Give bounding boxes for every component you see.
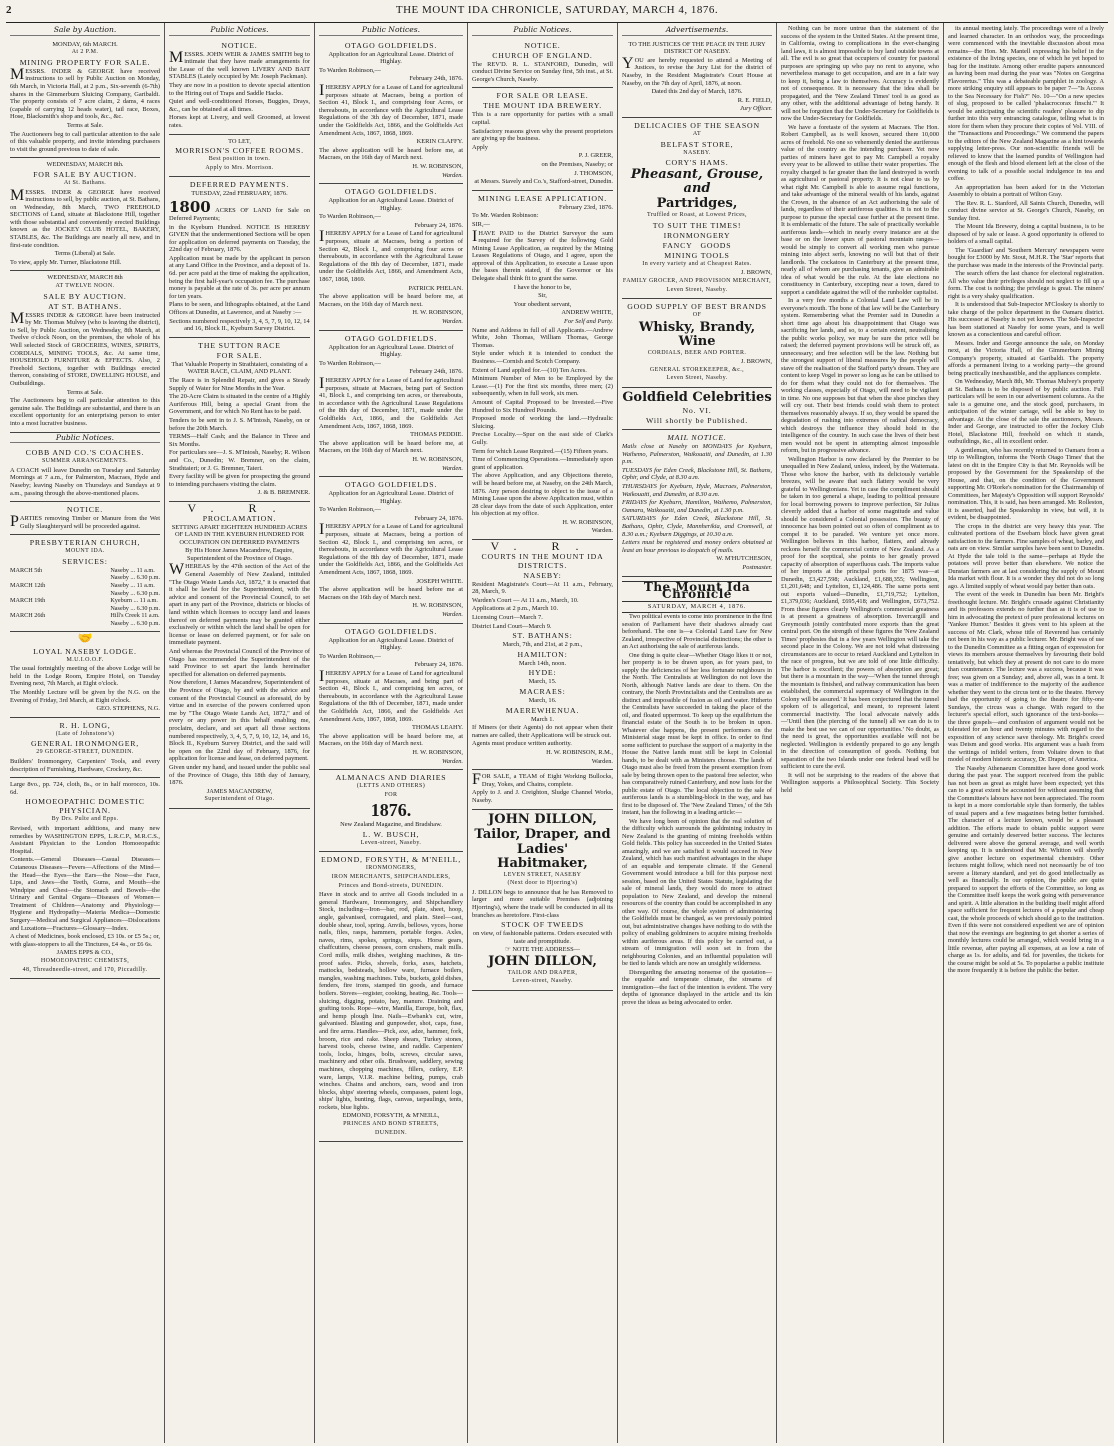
edmond-forsyth-ad: EDMOND, FORSYTH, & M'NEILL, IRONMONGERS, IRON MERCHANTS, SHIPCHANDLERS, Princes and Bond-streets, DUNEDIN. Have in stock and to arrive all Goods included in a general Hardware, Ironmongery, and Shipchandlery Stock, including—Iron—bar, rod, plate, sheet, hoop, angle, galvanised, corrugated, and plain. Steel—cast, double shear, tool, spring. Anvils, bellows, vyces, horse nails, files, rasps, hammers, portable forges. Axles, naves, rims, spokes, springs, steps. Horse gears, chaffcutters, cheese presses, corn crushers, malt mills. Cord mills, milk dishes, weighing machines, & tin-proof safes. Picks, shovels, forks, axes, hatchets, mattocks, bedsteads, hollow ware, furnace boilers, mangles, washing machines. Tubs, buckets, gold dishes, fenders, fire irons, stamped tin goods, and furnace boilers. Stoves—register, cooking, heating, &c. Tools—sluicing, digging, potato, hay, manure. Draining and grafting tools. Rope—wire, Manilla, Europe, bolt, flax, and hemp plough line. Nails—Ewbank's cut, wire, galvanised. Blasting and gunpowder, shot, caps, fuse, and fire arms. Handles—Pick, axe, adze, hammer, fork, broom, rice and rake. Sheep shears, Turkey stones, harvest tools, cheese twine, and raddle. Carpenters' tools, locks, hinges, bolts, screws, circular saws, machinery and other oils. Brushware, saddlery, sewing machines, chopping machines, fillers, cutlery, E.P. ware, lamps, V.I.R. machine belting, pumps, crab winches. Chains and anchors, oars, wood and iron blocks, ships' steering wheels, compasses, patent logs, ships' lights, bunting, flags, canvas, tarpaulings, tents, rockets, blue lights. EDMOND, FORSYTH, & M'NEILL, PRINCES AND BOND STREETS, DUNEDIN. [319, 852, 463, 1142]
paragraph: The Mount Ida Brewery, doing a capital business, is to be disposed of by sale or lease. A good opportunity is offered to holders of a small capital. [948, 223, 1104, 245]
public-notices-heading: Public Notices. [10, 434, 160, 444]
deferred-payments-ad: DEFERRED PAYMENTS. TUESDAY, 22nd FEBRUARY, 1876. 1800 ACRES OF LAND for Sale on Deferred Payments; in the Kyeburn Hundred. NOTICE IS HEREBY GIVEN that the undermentioned Sections will be open for application on deferred payments on Tuesday, the 22nd day of February, 1876. Application must be made by the applicant in person at any Land Office in the Province, and a deposit of 1s. 6d. per acre paid at the time of making the application, being the first half-year's occupation fee. The purchase money is payable at the rate of 3s. per acre per annum for ten years. Plans to be seen, and lithographs obtained, at the Land Offices at Dunedin, at Lawrence, and at Naseby :— Sections numbered respectively 3, 4, 5, 7, 9, 10, 12, 14 and 16, Block II., Kyeburn Survey District. [169, 177, 310, 338]
service-row: MARCH 12th Naseby ... 11 a.m. Naseby ... 6.30 p.m. [10, 582, 160, 597]
paragraph: The Naseby Athenaeum Committee have done good work during the past year. The support received from the public has not been as great as might have been expected; yet this can to a great extent be accounted for without assuming that the Committee's labours have not been appreciated. The room is kept in a more comfortable style than formerly, the tables of usual papers and a few magazines being better furnished. The character of a lecture known, would be a pleasant addition. The efforts made to obtain public support were genuine and certainly deserved better success. The lectures delivered were above the general average, and well worth keeping up. It is understood that Mr. Whitton will shortly give another lecture on experimental chemistry. Other lectures might follow, which need not necessarily be of too severe a literary standard, and yet do good intellectually as well as financially. In our opinion, the public are quite prepared to support the efforts of the Committee, so long as the Committee itself keeps the work going with perseverance and spirit. A little alteration in the building itself might afford space sufficient for frequent lectures of a popular and cheap cast, the whole proceeds of which should go to the institution. Even if this were not considered expedient we are of opinion that now the evenings are beginning to get shorter a series of monthly lectures could be arranged, which would bring in a little revenue, after paying all expenses, at as low a rate of charge as 1s. for adults, and 6d. for juveniles, the tickets for the course might be sold at 5s. To popularise a public institute the more frequently it is before the public the better. [948, 764, 1104, 974]
column-heading: Public Notices. [472, 26, 613, 36]
paragraph: One thing is quite clear—Whether Otago likes it or not, her property is to be drawn upon, as for years past, to supply the deficiencies of her less fortunate neighbours in the North. The Centralists at Wellington do not love the North, although Native lands are dear to them. On the contrary, the North Provincialists and the Centralists are as distinct and impossible of fusion as oil and water. Hitherto the Centralists have succeeded in taking the place of the oil, and floated uppermost. To keep up the equilibrium the financial estate of the South is to be broken in upon. Whatever else happens, the present performers on the Ministerial stage must be kept in office. In order to find some sufficient to purchase the support of a majority in the House the Native lands must still be kept in Colonial hands, to be dealt with as Ministers choose. The lands of Otago must also be freed from the present exemption from sale by being thrown open to the pastoral free selector, who has comparatively ruined Canterbury, and now lusts for the public estate of Otago. The local objection to the sale of auriferous lands is a stumbling-block in the way, and has first to be disposed of. The 'New Zealand Times,' of the 5th instant, has the following in a leading article:— [622, 651, 772, 817]
presbyterian-ad: PRESBYTERIAN CHURCH, MOUNT IDA. SERVICES: MARCH 5th Naseby ... 11 a.m. Naseby ... 6.30 p.m. MARCH 12th Naseby ... 11 a.m. Naseby ... 6.30 p.m. MARCH 19th Kyeburn ... 11 a.m. Naseby ... 6.30 p.m. MARCH 26th Hill's Creek 11 a.m. Naseby ... 6.30 p.m. [10, 535, 160, 631]
belfast-store-ad: DELICACIES OF THE SEASON AT BELFAST STORE, NASEBY. CORY'S HAMS. Pheasant, Grouse, and Partridges, Truffled or Roast, at Lowest Prices, TO SUIT THE TIMES! IRONMONGERY FANCY GOODS MINING TOOLS In every variety and at Cheapest Rates. J. BROWN, FAMILY GROCER, AND PROVISION MERCHANT, Leven Street, Naseby. [622, 118, 772, 299]
column-heading: Sale by Auction. [10, 26, 160, 36]
paragraph: An appropriation has been asked for in the Victorian Assembly to obtain a portrait of Wilton Gray. [948, 183, 1104, 198]
royal-crest-icon: V. R. [490, 539, 595, 554]
paragraph: Two political events to come into prominence in the first session of Parliament have their shadows already cast beforehand. The one is—a Colonial Land Law for New Zealand, irrespective of Provincial distinctions; the other is an Act authorising the sale of auriferous lands. [622, 613, 772, 651]
masthead [6, 4, 1108, 23]
lease-application: OTAGO GOLDFIELDS. Application for an Agricultural Lease. District of Highlay. To Warden Robinson,— February 24, 1876. IHEREBY APPLY for a Lease of Land for agricultural purposes, situate at Macraes, and being part of Section 41, Block I., and comprising ten acres, or thereabouts, in accordance with the Agricultural Lease Regulations of the 8th of December, 1871, made under the Goldfields Act, 1866, and the Goldfields Act Amendment Acts, 1867, 1868, 1869. THOMAS LEAHY. The above application will be heard before me, at Macraes, on the 16th day of March next. H. W. ROBINSON, Warden. [319, 624, 463, 771]
courts-ad: V. R. COURTS IN THE MOUNT IDA DISTRICTS. NASEBY: Resident Magistrate's Court—At 11 a.m., February, 28, March, 9. Warden's Court — At 11 a.m., March, 10. Applications at 2 p.m., March 10. Licensing Court—March 7. District Land Court—March 9. ST. BATHANS: March, 7th, and 21st, at 2 p.m., HAMILTON: March 14th, noon. HYDE: March, 15. MACRAES: March, 16. MAEREWHENUA. March 1. If Miners (or their Agents) do not appear when their names are called, their Applications will be struck out. Agents must produce written authority. H. W. ROBINSON, R.M., Warden. [472, 540, 613, 770]
lease-application: OTAGO GOLDFIELDS. Application for an Agricultural Lease. District of Highlay. To Warden Robinson,— February 24th, 1876. IHEREBY APPLY for a Lease of Land for agricultural purposes situate at Macraes, being a portion of Section 41, Block I., and comprising four Acres, or thereabouts, in accordance with the Agricultural Lease Regulations of the 3th day of December, 1871, made under the Goldfields Act, 1866, and the Goldfields Act Amendment Acts, 1867, 1868, 1869. KERIN CLAFFY. The above application will be heard before me, at Macraes, on the 16th day of March next. H. W. ROBINSON, Warden. [319, 38, 463, 185]
paragraph: It will not be surprising to the readers of the above that Wellington supports a Philosophical Society. This Society held [781, 771, 939, 794]
column-5 [618, 23, 777, 1443]
notice-ad: NOTICE. PARTIES removing Timber or Manure from the Wet Gully Slaughteryard will be proceeded against. [10, 502, 160, 535]
goldfield-celebrities-ad: Goldfield Celebrities No. VI. Will shortly be Published. [622, 388, 772, 430]
column-heading: Advertisements. [622, 26, 772, 36]
livery-stables-ad: NOTICE. MESSRS. JOHN WEIR & JAMES SMITH beg to intimate that they have made arrangements for the Lease of the well known LIVERY AND BAIT STABLES (Lately occupied by Mr. Joseph Packman). They are now in a position to devote special attention to the Hiring out of Traps and Saddle Hacks. Quiet and well-conditioned Horses, Buggies, Drays, &c., can be obtained at all times. Horses kept at Livery, and well Groomed, at lowest rates. [169, 38, 310, 135]
column-2 [165, 23, 315, 1443]
column-6 [777, 23, 944, 1443]
church-of-england-ad: NOTICE. CHURCH OF ENGLAND. The REV'D. R. L. STANFORD, Dunedin, will conduct Divine Service on Sunday first, 5th inst., at St. George's Church, Naseby. [472, 38, 613, 89]
paragraph: its annual meeting lately. The proceedings were of a lively and learned character. In an orthodox way, the proceedings were commenced with the inevitable discussion about moa remains—the Hon. Mr. Mantell expressing his belief in the existence of the living species, one of which he yet hoped to bag for the institute. Among other erudite papers announced as having been read during the year was "Notes on Gorgrina Flavorertus." This was a debateable pamphlet in zoology. A more striking enquiry still appears to be paper 7—"Is Access to the Sea Necessary for Fish?" No. 10—"On a new species of slug, proposed to be called 'phalacrocorax finschi.'" It would be anticipating the scientific readers' pleasure to dip further into this very entrancing catalogue, telling what is in store for them when they procure their copies of Vol. VIII. of the "Transactions and Proceedings." We commend the papers to the editors of the New Zealand Magazine as a hint towards supplying letter-press. Our non-scientific friends will be relieved to know that the learned pundits of Wellington had enough of the flesh and blood element left at the close of the evening to talk of a possible social indulgence in tea and coffee. [948, 25, 1104, 182]
columns [6, 23, 1108, 1443]
almanacs-ad: ALMANACS AND DIARIES (LETTS AND OTHERS) FOR 1876. New Zealand Magazine, and Bradshaw. L. W. BUSCH, Leven-street, Naseby. [319, 770, 463, 852]
lease-application: OTAGO GOLDFIELDS. Application for an Agricultural Lease. District of Highlay. To Warden Robinson,— February 24, 1876. IHEREBY APPLY for a Lease of Land for agricultural purposes, situate at Macraes, being a portion of Section 42, Block I., and comprising ten acres, or thereabouts, in accordance with the Agricultural Lease Regulations of the 8th day of December, 1871, made under the Goldfields Act, 1866, and the Goldfields Act Amendment Acts, 1867, 1868, 1869. JOSEPH WHITE. The above application will be heard before me at Macraes on the 16th day of March next. H. W. ROBINSON, Warden. [319, 477, 463, 624]
auction-ad-mining: MONDAY, 6th MARCH. At 2 P.M. MINING PROPERTY FOR SALE. MESSRS. INDER & GEORGE have received instructions to sell by Public Auction on Monday, 6th March, in Victoria Hall, at 2 p.m., Six-seventh (6-7th) shares in the Gimmerburn Sluicing Company, Garibaldi. The property consists of 7 acre claim, 2 dams, 4 races (capable of carrying 12 heads water), tail race, Boxes, Hose, Blacksmith's shop and tools, &c., &c. Terms at Sale. The Auctioneers beg to call particular attention to the sale of this valuable property, and invite intending purchasers to visit the ground previous to date of sale. [10, 38, 160, 159]
mail-notice-ad: MAIL NOTICE. Mails close at Naseby on MONDAYS for Kyeburn, Waihemo, Palmerston, Waikouaiti, and Dunedin, at 1.30 p.m. TUESDAYS for Eden Creek, Blackstone Hill, St. Bathans, Ophir, and Clyde, at 8.30 a.m. THURSDAYS for Kyeburn, Hyde, Macraes, Palmerston, Waikouaiti, and Dunedin, at 8.30 a.m. FRIDAYS for Kyeburn, Hamilton, Waihemo, Palmerston, Oamaru, Waikouaiti, and Dunedin, at 1.30 p.m. SATURDAYS for Eden Creek, Blackstone Hill, St. Bathans, Ophir, Clyde, Mannherikia, and Cromwell, at 8.30 a.m.; Kyeburn Diggings, at 10.30 a.m. Letters must be registered and money orders obtained at least an hour previous to despatch of mails. W. M'HUTCHESON, Postmaster. [622, 430, 772, 577]
sutton-race-ad: THE SUTTON RACE FOR SALE. That Valuable Property in Strathtaieri, consisting of a WATER RACE, CLAIM, AND PLANT. The Race is in Splendid Repair, and gives a Steady Supply of Water for Nine Months in the Year. The 20-Acre Claim is situated in the centre of a Highly Auriferous Hill, being a special Grant from the Government, and for which No Rent has to be paid. Tenders to be sent in to J. S. M'Intosh, Naseby, on or before the 20th March. TERMS—Half Cash; and the Balance in Three and Six Months. For particulars see—J. S. M'Intosh, Naseby; R. Wilson and Co., Dunedin; W. Bremner, on the claim, Strathtaieri; or J. G. Bremner, Taieri. Every facility will be given for prospecting the ground to intending purchasers visiting the claim. J. & B. BREMNER. [169, 338, 310, 502]
paragraph: Wellington Harbor is now declared by the Premier to be unequalled in New Zealand, unless, indeed, by the Waitemata. Those who know the harbor, with its deliciously variable breezes, will be aware that such flattery would be very grateful to Wellingtonians. Yet in case the compliment should be taken in too general a shape, leading to political pressure for local borrowing powers to improve perfection, Sir Julius cleverly added that a harbor of some magnitude and value should be considered a Colonial possession. The beauty of innocence has been pointed out so often of compliment as to compel it to be paraded. We venture yet once more. Wellington believes in this harbor, flatters, and already reckons herself the commercial centre of New Zealand. As a proof for the sceptical, she points to her greatly proved capacity of absorption of superfluous cash. The imports value of her imports at the principal ports for 1875 was—at Dunedin, £3,427,598; Auckland, £1,688,355; Wellington, £1,201,648; and Lyttelton, £1,124,486. The same ports sent out exports valued—Dunedin, £1,719,752; Lyttelton, £1,379,036; Auckland, £695,418; and Wellington, £673,752. From these figures clearly Wellington's commercial greatness is at present a greatness of absorption. Invercargill and Greymouth jointly contributed more exports than the great central port. On the strength of these figures the 'New Zealand Times' prophesies that in a few years Wellington will take the second place in the Colony. We are not told what distressing circumstances are to occur to retard Auckland and Lyttelton in the race of progress, but we are told of one little difficulty. The harbor is excellent; the powers of absorption are great; but there is a mountain in the way—'When the tunnel through the mountain is finished, and railway communication has been established, the commercial supremacy of Wellington in the Colony will be assured.' It has been conjectured that the tunnel spoken of is allegorical, and meant, to represent latent commercial inactivity. The local advocate naively adds—'Until then (the piercing of the tunnel) all we can do is to make the best use we can of our opportunities.' No doubt, as the need is great, the opportunities available will not be neglected. Wellington is evidently prepared to go any length in the direction of consumption of goods. Nothing but separation of the two Islands under one federal head will be sufficient to cure the evil. [781, 455, 939, 770]
paragraph: Messrs. Inder and George announce the sale, on Monday next, at the Victoria Hall, of the Gimmerburn Mining Company's property, situated at Garibaldi. The property affords a permanent living to a working party—the ground being practically inexhaustible, and the appliances complete. [948, 339, 1104, 377]
paragraph: A gentleman, who has recently returned to Oamaru from a trip to Wellington, informs the 'North Otago Times' that the latest on dit in the Empire City is that Mr. Reynolds will be proposed by the Government for the Speakership of the House, and that, on the condition of the Government supporting Mr. O'Rorke's nomination for the Chairmanship of Committees, her Majesty's Opposition will support Reynolds' nomination. This, it is said, has been arranged. Mr. Rolleston, it is asserted, had the Speakership in view, but will, it is evident, be disappointed. [948, 446, 1104, 521]
lease-applications [319, 38, 463, 771]
dillon-tailor-ad: JOHN DILLON, Tailor, Draper, and Ladies' Habitmaker, LEVEN STREET, NASEBY (Next door to Hjorring's) J. DILLON begs to announce that he has Removed to larger and more suitable Premises (adjoining Hjorring's), where the trade will be conducted in all its branches as heretofore. First-class STOCK OF TWEEDS on view, of fashionable patterns. Orders executed with taste and promptitude. ☞ NOTE THE ADDRESS— JOHN DILLON, TAILOR AND DRAPER, Leven-street, Naseby. [472, 810, 613, 992]
ironmonger-ad: R. H. LONG, (Late of Johnstone's) GENERAL IRONMONGER, 29 GEORGE-STREET, DUNEDIN. Builders' Ironmongery, Carpenters' Tools, and every description of Furnishing, Hardware, Crockery, &c. [10, 718, 160, 778]
paragraph: It is understood that Sub-Inspector M'Closkey is shortly to take charge of the police department in the Oamaru district. His successor at Naseby is not yet known. The Sub-Inspector has been stationed at Naseby for some years, and is well known as a conscientious and careful officer. [948, 301, 1104, 338]
editorial-text [781, 25, 939, 794]
column-7 [944, 23, 1108, 1443]
news-paragraphs [948, 25, 1104, 975]
paragraph: The 'Guardian' and 'Southern Mercury' newspapers were bought for £3000 by Mr. Stout, M.H.R. The 'Star' reports that the purchase was made in the interests of the Provincial party. [948, 246, 1104, 269]
issue-date: SATURDAY, MARCH 4, 1876. [622, 602, 772, 614]
running-title: THE MOUNT IDA CHRONICLE, SATURDAY, MARCH 4, 1876. [395, 4, 719, 16]
mining-lease-ad: MINING LEASE APPLICATION. February 23rd, 1876. To Mr. Warden Robinson: SIR,— IHAVE PAID to the District Surveyor the sum required for the Survey of the following Gold Mining Lease Application, as required by the Mining Leases Regulations of Otago, and I agree, upon the approval of this Application, to execute a Lease upon the bases therein stated, if the Governor or his Delegate shall think fit to grant the same. I have the honor to be, Sir, Your obedient servant, ANDREW WHITE, For Self and Party. Name and Address in full of all Applicants.—Andrew White, John Thomas, William Thomas, George Thomas. Style under which it is intended to conduct the Business.—Cornish and Scotch Company. Extent of Land applied for.—(10) Ten Acres. Minimum Number of Men to be Employed by the Lease.—(1) For the first six months, three men; (2) subsequently, when in full work, six men. Amount of Capital Proposed to be Invested.—Five Hundred to Six Hundred Pounds. Proposed mode of working the land.—Hydraulic Sluicing. Precise Locality.—Spur on the east side of Clark's Gully. Term for which Lease Required.—(15) Fifteen years. Time of Commencing Operations.—Immediately upon grant of application. The above Application, and any Objections thereto, will be heard before me, at Naseby, on the 24th March, 1876. Any person desiring to object to the issue of a Mining Lease upon the above Application must, within 28 clear days from the date of such Application, enter his objection at my office. H. W. ROBINSON, Warden. [472, 191, 613, 540]
paragraph: On Wednesday, March 8th, Mr. Thomas Mulvey's property at St. Bathans is to be disposed of by public auction. Full particulars will be seen in our advertisement columns. As the sale is a genuine one, and the stock good, purchasers, in anticipation of the winter cartage, will be able to buy to advantage. At the close of the sale the auctioneers, Messrs. Inder and George, are instructed to offer the Jockey Club Hotel, Blackstone Hill, freehold on which it stands, outbuildings, &c., all in excellent order. [948, 378, 1104, 445]
column-3 [315, 23, 468, 1443]
lodge-ad: LOYAL NASEBY LODGE. M.U.I.O.O.F. The usual fortnightly meeting of the above Lodge will be held in the Lodge Room, Empire Hotel, on Tuesday Evening next, 7th March, at Eight o'clock. The Monthly Lecture will be given by the N.G. on the Evening of Friday, 3rd March, at Eight o'clock. GEO. STEPHENS, N.G. [10, 644, 160, 718]
column-heading: Public Notices. [319, 26, 463, 36]
handshake-icon: 🤝 [77, 630, 93, 645]
newspaper-title: The Mount Ida Chronicle [622, 581, 772, 602]
paragraph: The Rev. R. L. Stanford, All Saints Church, Dunedin, will conduct divine service at St. George's Church, Naseby, on Sunday first. [948, 199, 1104, 222]
justices-ad: TO THE JUSTICES OF THE PEACE IN THE JURY DISTRICT OF NASEBY. YOU are hereby requested to attend a Meeting of Justices, to revise the Jury List for the district of Naseby, in the Resident Magistrate's Court House at Naseby, on the 7th day of April, 1876, at noon. Dated this 2nd day of March, 1876. R. E. FIELD, Jury Officer. [622, 38, 772, 118]
auction-ad-freehold: WEDNESDAY, MARCH 8th. FOR SALE BY AUCTION. At St. Bathans. MESSRS. INDER & GEORGE have received instructions to sell, by public auction, at St. Bathans, on Wednesday, 8th March, TWO FREEHOLD SECTIONS of Land, situate at Blackstone Hill, together with those substantial and conveniently erected Buildings known as the JOCKEY CLUB HOTEL, BAKERY, STABLES, &c. The Buildings are nearly all new, and in first-rate condition. Terms (Liberal) at Sale. To view, apply Mr. Turner, Blackstone Hill. [10, 158, 160, 271]
brewery-ad: FOR SALE OR LEASE. THE MOUNT IDA BREWERY. This is a rare opportunity for parties with a small capital. Satisfactory reasons given why the present proprietors are giving up the business. Apply P. J. GREER, on the Premises, Naseby; or J. THOMSON, at Messrs. Stavely and Co.'s, Stafford-street, Dunedin. [472, 88, 613, 190]
lease-application: OTAGO GOLDFIELDS. Application for an Agricultural Lease. District of Highlay. To Warden Robinson,— February 24, 1876. IHEREBY APPLY for a Lease of Land for agricultural purposes, situate at Macraes, being a portion of Section 42, Block I., and comprising four acres or thereabouts, in accordance with the Agricultural Lease Regulations of the 8th day of December, 1871, made under the Goldfields Act, 1866, and Amendment Acts, 1867, 1868, 1869. PATRICK PHELAN. The above application will be heard before me, at Macraes, on the 16th day of March next. H. W. ROBINSON, Warden. [319, 184, 463, 331]
bullock-team-ad: FOR SALE, a TEAM of Eight Working Bullocks, Dray, Yokes, and Chains, complete. Apply to J. and J. Creighton, Sludge Channel Works, Naseby. [472, 770, 613, 809]
pointing-hand-icon: ☞ NOTE THE ADDRESS— [504, 946, 581, 954]
auction-ad-stock: WEDNESDAY, MARCH 8th AT TWELVE NOON. SALE BY AUCTION. AT ST. BATHANS. MESSRS INDER & GEORGE have been instructed by Mr. Thomas Mulvey (who is leaving the district), to Sell, by Public Auction, on Wednesday, 8th March, at Twelve o'clock Noon, on the premises, the whole of his Well selected Stock of GROCERIES, WINES, SPIRITS, CORDIALS, MINING TOOLS, &c. At same time, HOUSEHOLD FURNITURE & EFFECTS. Also, 2 Freehold Sections, together with Buildings erected thereon, consisting of STORE, DWELLING HOUSE, and Outbuildings. Terms at Sale. The Auctioneers beg to call particular attention to this genuine sale. The Buildings are substantial, and there is an excellent opportunity for an enterprising person to enter into a most lucrative business. [10, 271, 160, 432]
editorial-text [622, 613, 772, 1006]
service-row: MARCH 5th Naseby ... 11 a.m. Naseby ... 6.30 p.m. [10, 566, 160, 582]
page-number: 2 [6, 4, 12, 16]
paragraph: The search offers the last chance for electoral registration. All who value their privileges should not neglect to fill up a form. The cost is nothing; the privilege is great. The miners' right is a very shaky qualification. [948, 270, 1104, 300]
column-4 [468, 23, 618, 1443]
paragraph: The crops in the district are very heavy this year. The cultivated portions of the Ewebarn block have given great satisfaction to the farmers. Fine samples of wheat, barley, and oats are on view. Similar samples have been sent to Dunedin. At Hyde the tale told is the same—perhaps at Hyde the potatoes will prove better than elsewhere. We notice the Dunstan farmers are at last considering the supply of Mount Ida market with flour. It is a wonder they did not do so long ago. A limited supply of wheat would pay better than oats. [948, 522, 1104, 590]
lease-application: OTAGO GOLDFIELDS. Application for an Agricultural Lease. District of Highlay. To Warden Robinson,— February 24th, 1876. IHEREBY APPLY for a Lease of Land for agricultural purposes, situate at Macraes, being part of Section 41, Block I., and comprising ten acres, or thereabouts, in accordance with the Agricultural Lease Regulations of the 8th day of December, 1871, made under the Goldfields Act, 1866, and the Goldfields Act Amendment Acts, 1867, 1868, 1869. THOMAS PEDDIE. The above application will be heard before me, at Macraes, on the 16th day of March next. H. W. ROBINSON, Warden. [319, 331, 463, 478]
paragraph: The event of the week in Dunedin has been Mr. Bright's freethought lecture. Mr. Bright's crusade against Christianity and its professors extends no further than as it is of use to him in advocating the pretext of pure professional lectures on 'Yankee Humor.' Besides it gives vent to his spleen at the success of Mr. Clark, whose title of Reverend has certainly not been in his way as a public lecturer. Mr. Bright was of use to the Dunedin Committee as a fitting organ of expression for views its members arouse themselves by favouring their bold tentatively, but which they at present do not care to do more than countenance. The lecture was a success, because it was free; was given on a Sunday; and, above all, was in a tent. It was a matter of indifference to the majority of the audience whether they went to the circus tent or to the theatre. Hervey had the opportunity of going to the theatre for fifty-one Sundays, the circus was a change. With regard to the lecturer's special effort, such ignorance of the text-books—the three gospels—and confusion of argument would not be tolerated for an hour and twenty minutes with regard to the exposition of any science save theology. Mr. Bright's creed was Deism and good works. His argument was a hash from the writings of infidel writers, from Voltaire down to that model of modern historic accuracy, Dr. Draper, of America. [948, 591, 1104, 763]
service-row: MARCH 19th Kyeburn ... 11 a.m. Naseby ... 6.30 p.m. [10, 597, 160, 612]
paragraph: In a very few months a Colonial Land Law will be in everyone's mouth. The bone of that law will be the Canterbury system. Remembering what the Premier said in Dunedin a short time ago about his disappointment that Otago was sacrificing her lands, and so, to a certain extent, neutralising the public works policy, we may be sure the price will be raised; the deferred payment provisions will be struck off, as unnecessary; and free selection will be the law. Nothing but the strongest support of liberal measures by the people will stave off the realisation of the Stafford party's dream. They are content to keep Vogel in power so long as he can be utilised to do for them what they could not do for themselves. The working classes, especially of Otago, will need to be vigilant in time. No one supposes but that when the shoe pinches they will cry out. Their best friends could wish them to protect themselves reasonably always. If so, they would be spared the degradation of rushing into extremes of radical democracy, which destroys the influence they should hold in the intelligence of the country. In such case the lives of their best men would not be spent in attempting almost impossible reform, but in progressive advance. [781, 297, 939, 454]
whisky-ad: GOOD SUPPLY OF BEST BRANDS OF Whisky, Brandy, Wine CORDIALS, BEER AND PORTER. J. BROWN, GENERAL STOREKEEPER, &c., Leven Street, Naseby. [622, 299, 772, 388]
paragraph: Disregarding the amazing nonsense of the quotation—the equable and temperate climate, the streams of immigration—the fact of the intention is evident. The very depths of ignorance displayed in the article and its kin prove the ideas as being advocated to order. [622, 968, 772, 1006]
column-heading: Public Notices. [169, 26, 310, 36]
proclamation-ad: V. R. PROCLAMATION. SETTING APART EIGHTEEN HUNDRED ACRES OF LAND IN THE KYEBURN HUNDRED FOR OCCUPATION ON DEFERRED PAYMENTS By His Honor James Macandrew, Esquire, Superintendent of the Province of Otago. WHEREAS by the 47th section of the Act of the General Assembly of New Zealand, intituled "The Otago Waste Lands Act, 1872," it is enacted that it shall be lawful for the Superintendent, with the advice and consent of the Provincial Council, to set apart in any part of the Province, districts or blocks of land within which licenses to occupy land and leases thereof on deferred payments may be granted either exclusively or within which the land shall be open for license or lease on deferred payment, or for sale on immediate payment. And whereas the Provincial Council of the Province of Otago has recommended the Superintendent of the said Province to set apart the lands hereinafter specified for alienation on deferred payments. Now therefore, I James Macandrew, Superintendent of the Province of Otago, by and with the advice and consent of the Provincial Council as aforesaid, do by virtue and in exercise of the powers conferred upon me by "The Otago Waste Lands Act, 1872," and of every or any power in this behalf enabling me, proclaim, declare, and set apart all those sections numbered respectively, 3, 4, 5, 7, 9, 10, 12, 14, and 16, Block II., Kyeburn Survey District, and the said will be open on the 22nd day of February, 1876, for application for license and lease, on deferred payment. Given under my hand, and issued under the public seal of the Province of Otago, this 18th day of January, 1876. JAMES MACANDREW, Superintendent of Otago. [169, 502, 310, 809]
paragraph: We have long been of opinion that the real solution of the difficulty which surrounds the goldmining industry in New Zealand is the granting of mining freeholds within Gold fields. This policy has succeeded in the United States amazingly, and we are satisfied it would succeed in New Zealand, which has such manifest advantages in the shape of an equable and temperate climate. If the General Government would introduce a bill for this purpose next session, based on the United States Statute, legislating the sale of mineral lands, they would do more to attract population to New Zealand, and develop the mineral resources of the country than could be accomplished in any other way. Of course, the whole system of administering the Goldfields must be changed, as we previously pointed out, but administrative changes have nothing to do with the policy of enabling goldminers to acquire mining freeholds within auriferous areas. If this policy be carried out, a stream of immigration will soon set in from the neighbouring Colonies, and an influential population will be tied to lands which are now an unsightly wilderness. [622, 817, 772, 968]
coach-ad: COBB AND CO.'S COACHES. SUMMER ARRANGEMENTS. A COACH will leave Dunedin on Tuesday and Saturday Mornings at 7 a.m., for Palmerston, Macraes, Hyde and Naseby; leaving Naseby on Thursdays and Sundays at 9 a.m., passing through the above-mentioned places. [10, 445, 160, 502]
column-1 [6, 23, 165, 1443]
homoeopathic-ad: Large 8vo., pp. 724, cloth, 8s., or in half morocco, 10s. 6d. HOMOEOPATHIC DOMESTIC PHYSICIAN. By Drs. Pulte and Epps. Revised, with important additions, and many new remedies by WASHINGTON EPPS, L.R.C.P., M.R.C.S., Assistant Physician to the London Homoeopathic Hospital. Contents.—General Diseases—Casual Diseases—Cutaneous Diseases—Fevers—Affections of the Mind—the Head—the Eyes—the Ears—the Nose—the Face, Lips, and Jaws—the Teeth, Gums, and Mouth—the Windpipe and Chest—the Stomach and Bowels—the Urinary and Genital Organs—Diseases of Women—Treatment of Children—Anatomy and Physiology—Hygiene and Hydropathy—Materia Medica—Domestic Surgery—Medical and Surgical Appliances—Dislocations and Luxations—Fractures—Glossary—Index. A chest of Medicines, book enclosed, £3 10s. or £5 5s.; or, with glass-stoppers to all the Tinctures, £4 4s., or £6 6s. JAMES EPPS & CO., HOMOEOPATHIC CHEMISTS, 48, Threadneedle-street, and 170, Piccadilly. [10, 778, 160, 979]
coffee-rooms-ad: TO LET, MORRISON'S COFFEE ROOMS. Best position in town. Apply to Mrs. Morrison. [169, 135, 310, 178]
paragraph: We have a foretaste of the system at Macraes. The Hon. Robert Campbell, as is well known, secured there 10,000 acres of freehold. No one so vehemently denied the auriferous value of the country as the intending purchaser. Yet now parties of miners have got to pay Mr. Campbell a royalty every year to be allowed to utilise their water properties. The royalty charged is far greater than the land destroyed is worth as agricultural or pastoral property. It is not clear to us by what right Mr. Campbell is able to assume regal functions, and take advantage of the mineral wealth of his lands, against the Crown, in the absence of an Act authorising the sale of lands, regardless of their auriferous qualities. It is not to the purpose to pursue the special case further at the present time. It is emblematic of the future. The sale of practically workable auriferous lands—which in nearly every instance are at the base or on the lower spurs of pastoral mountain ranges—would be simply to convert all working men who pursue mining into abject serfs, knowing no will but that of their landlords. The cockatoos in Canterbury at the present time, nearly all of whom are purchasing tenants, give an admirable idea of what would be the rule. At the late elections no constituency in Canterbury, excepting near a town, dared to support a candidate against the will of the runholder capitalist. [781, 123, 939, 296]
service-row: MARCH 26th Hill's Creek 11 a.m. Naseby ... 6.30 p.m. [10, 612, 160, 628]
royal-crest-icon: V. R. [187, 500, 292, 515]
paragraph: Nothing can be more untrue than the statement of the success of the system in the United States. At the present time, in California, owing to complications in the ever-changing land laws, it is almost impossible to buy land outside towns at all. The evil is so great that occupiers of country for pastoral purposes are springing up who pay no rent to anyone, who nevertheless manage to get occupation, and are in a fair way to keep it, being a law to themselves. Accuracy is evidently not of consequence. It is necessary that the idea shall be propagated, and the 'New Zealand Times' tool is as good as any other, with the additional advantage of being handy. It will not be forgotten that the Under-Secretary for Goldfields is now the Under-Secretary for Goldfields. [781, 25, 939, 122]
